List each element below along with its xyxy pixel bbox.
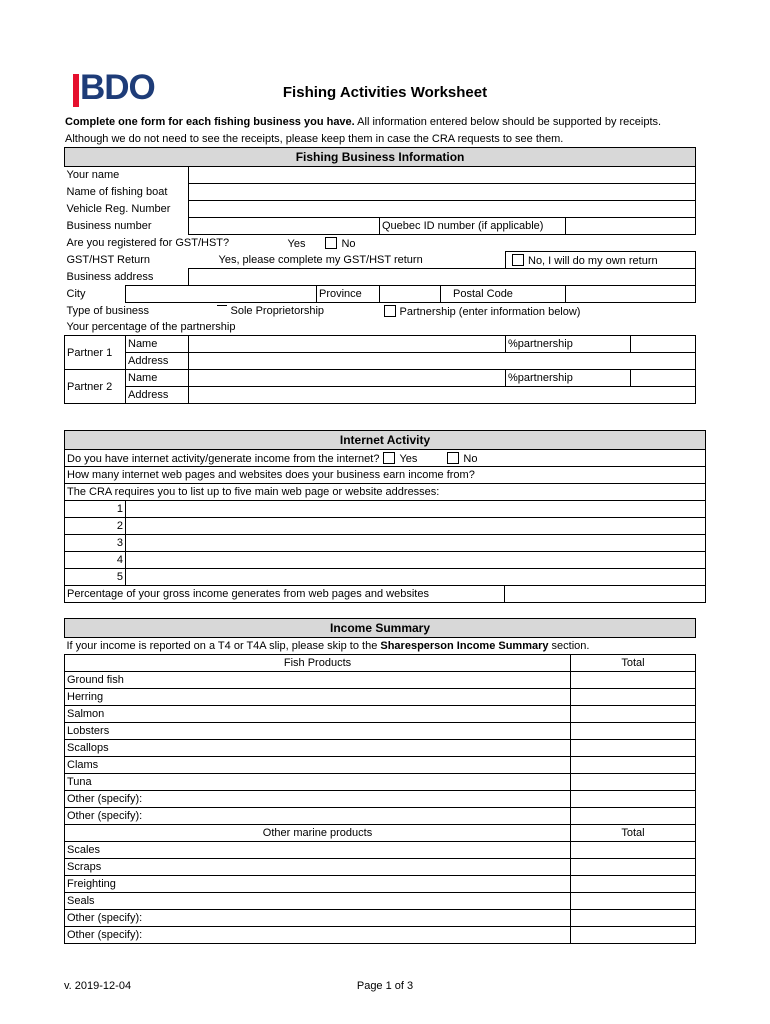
city-label: City bbox=[66, 288, 86, 300]
gst-no-label: No bbox=[341, 237, 356, 250]
vehicle-field[interactable] bbox=[189, 201, 696, 218]
internet-pct-inner bbox=[65, 586, 705, 602]
internet-pct-row bbox=[65, 586, 706, 603]
business-table bbox=[64, 147, 696, 404]
marine-row: Other (specify): bbox=[65, 927, 571, 944]
partner2-name-field[interactable] bbox=[189, 370, 506, 387]
fish-row: Ground fish bbox=[65, 672, 571, 689]
your-name-label: Your name bbox=[66, 169, 120, 182]
quebec-label: Quebec ID number (if applicable) bbox=[380, 218, 566, 235]
sole-option bbox=[189, 303, 380, 320]
fish-total-field[interactable] bbox=[571, 808, 696, 825]
gst-options bbox=[252, 235, 696, 252]
website-field[interactable] bbox=[126, 535, 706, 552]
gst-return-no-checkbox[interactable] bbox=[512, 254, 524, 266]
address-label: Business address bbox=[66, 270, 154, 283]
fish-total-field[interactable] bbox=[571, 723, 696, 740]
fish-row: Tuna bbox=[65, 774, 571, 791]
gst-return-label: GST/HST Return bbox=[66, 254, 151, 266]
partnership-checkbox[interactable] bbox=[384, 305, 396, 317]
intro-text bbox=[65, 114, 695, 148]
page-title: Fishing Activities Worksheet bbox=[282, 84, 488, 101]
income-note-c: section. bbox=[548, 640, 590, 652]
internet-pct-field[interactable] bbox=[505, 586, 706, 602]
fish-total-header: Total bbox=[571, 655, 696, 672]
marine-total-field[interactable] bbox=[571, 842, 696, 859]
gst-return-yes-label: Yes, please complete my GST/HST return bbox=[218, 253, 423, 266]
marine-total-field[interactable] bbox=[571, 876, 696, 893]
fish-total-field[interactable] bbox=[571, 706, 696, 723]
marine-row: Freighting bbox=[65, 876, 571, 893]
internet-no-label: No bbox=[463, 452, 478, 465]
fish-row: Scallops bbox=[65, 740, 571, 757]
fish-total-field[interactable] bbox=[571, 774, 696, 791]
website-number: 5 bbox=[65, 569, 126, 586]
fish-row: Lobsters bbox=[65, 723, 571, 740]
internet-pct-label: Percentage of your gross income generates from web pages and websites bbox=[65, 586, 505, 602]
gst-yes-checkbox[interactable] bbox=[325, 237, 337, 249]
internet-q1-row bbox=[65, 450, 706, 467]
marine-total-field[interactable] bbox=[571, 927, 696, 944]
intro-rest: All information entered below should be supported by receipts. Although we do not need to see the receipts, please keep them in case the CRA requests to see them. bbox=[65, 116, 662, 145]
internet-q2: How many internet web pages and websites does your business earn income from? bbox=[65, 467, 706, 484]
marine-row: Seals bbox=[65, 893, 571, 910]
sole-checkbox[interactable] bbox=[217, 305, 227, 316]
partner2-pct-label: %partnership bbox=[506, 370, 631, 387]
marine-total-field[interactable] bbox=[571, 910, 696, 927]
internet-yes-checkbox[interactable] bbox=[383, 452, 395, 464]
partner1-name-label: Name bbox=[126, 336, 189, 353]
partner1-label: Partner 1 bbox=[65, 336, 126, 370]
income-header: Income Summary bbox=[65, 619, 696, 638]
boat-label: Name of fishing boat bbox=[66, 186, 168, 198]
fish-total-field[interactable] bbox=[571, 689, 696, 706]
fish-total-field[interactable] bbox=[571, 740, 696, 757]
income-note bbox=[65, 638, 696, 655]
partner1-name-field[interactable] bbox=[189, 336, 506, 353]
internet-q3: The CRA requires you to list up to five main web page or website addresses: bbox=[65, 484, 706, 501]
vehicle-label: Vehicle Reg. Number bbox=[66, 203, 171, 215]
internet-table bbox=[64, 430, 706, 603]
website-number: 2 bbox=[65, 518, 126, 535]
partnership-label: Partnership (enter information below) bbox=[399, 305, 581, 318]
partner2-name-label: Name bbox=[126, 370, 189, 387]
gst-question: Are you registered for GST/HST? bbox=[66, 237, 230, 250]
fish-row: Salmon bbox=[65, 706, 571, 723]
website-field[interactable] bbox=[126, 552, 706, 569]
logo-text: BDO bbox=[80, 68, 155, 107]
website-field[interactable] bbox=[126, 569, 706, 586]
partner1-address-field[interactable] bbox=[189, 353, 696, 370]
gst-yes-label: Yes bbox=[287, 237, 306, 250]
internet-q1-label: Do you have internet activity/generate income from the internet? bbox=[67, 452, 380, 465]
fish-row: Herring bbox=[65, 689, 571, 706]
income-note-a: If your income is reported on a T4 or T4A slip, please skip to the bbox=[66, 640, 381, 652]
sole-label: Sole Proprietorship bbox=[230, 305, 325, 317]
intro-bold: Complete one form for each fishing business you have. bbox=[65, 116, 355, 128]
website-field[interactable] bbox=[126, 518, 706, 535]
address-field[interactable] bbox=[189, 269, 696, 286]
partner1-pct-field[interactable] bbox=[631, 336, 696, 353]
type-label: Type of business bbox=[66, 305, 150, 317]
partner1-pct-label: %partnership bbox=[506, 336, 631, 353]
fish-row: Other (specify): bbox=[65, 808, 571, 825]
internet-header: Internet Activity bbox=[65, 431, 706, 450]
city-field[interactable] bbox=[126, 286, 317, 303]
fish-total-field[interactable] bbox=[571, 672, 696, 689]
fish-row: Other (specify): bbox=[65, 791, 571, 808]
income-note-b: Sharesperson Income Summary bbox=[380, 640, 549, 652]
fish-row: Clams bbox=[65, 757, 571, 774]
boat-field[interactable] bbox=[189, 184, 696, 201]
marine-total-field[interactable] bbox=[571, 893, 696, 910]
fish-products-header: Fish Products bbox=[65, 655, 571, 672]
marine-total-header: Total bbox=[571, 825, 696, 842]
partner2-address-field[interactable] bbox=[189, 387, 696, 404]
gst-return-yes-cell bbox=[189, 252, 506, 269]
fish-total-field[interactable] bbox=[571, 757, 696, 774]
partner2-pct-field[interactable] bbox=[631, 370, 696, 387]
marine-row: Scraps bbox=[65, 859, 571, 876]
version-label: v. 2019-12-04 bbox=[64, 980, 132, 992]
province-label: Province bbox=[317, 286, 380, 303]
business-header: Fishing Business Information bbox=[65, 148, 696, 167]
quebec-field[interactable] bbox=[566, 218, 696, 235]
partner1-address-label: Address bbox=[126, 353, 189, 370]
postal-label: Postal Code bbox=[441, 286, 566, 303]
internet-no-checkbox[interactable] bbox=[447, 452, 459, 464]
fish-total-field[interactable] bbox=[571, 791, 696, 808]
marine-row: Scales bbox=[65, 842, 571, 859]
website-number: 1 bbox=[65, 501, 126, 518]
marine-products-header: Other marine products bbox=[65, 825, 571, 842]
website-field[interactable] bbox=[126, 501, 706, 518]
website-number: 3 bbox=[65, 535, 126, 552]
website-number: 4 bbox=[65, 552, 126, 569]
page-number: Page 1 of 3 bbox=[356, 980, 414, 992]
your-name-field[interactable] bbox=[189, 167, 696, 184]
partnership-option bbox=[380, 303, 696, 320]
marine-total-field[interactable] bbox=[571, 859, 696, 876]
partner2-label: Partner 2 bbox=[65, 370, 126, 404]
business-number-field[interactable] bbox=[189, 218, 380, 235]
gst-return-no-cell bbox=[506, 252, 696, 269]
postal-field[interactable] bbox=[566, 286, 696, 303]
income-table bbox=[64, 618, 696, 944]
percentage-label: Your percentage of the partnership bbox=[66, 321, 236, 333]
province-field[interactable] bbox=[380, 286, 441, 303]
gst-return-no-label: No, I will do my own return bbox=[528, 254, 658, 267]
business-number-label: Business number bbox=[66, 220, 152, 232]
marine-row: Other (specify): bbox=[65, 910, 571, 927]
internet-yes-label: Yes bbox=[399, 452, 418, 465]
partner2-address-label: Address bbox=[126, 387, 189, 404]
